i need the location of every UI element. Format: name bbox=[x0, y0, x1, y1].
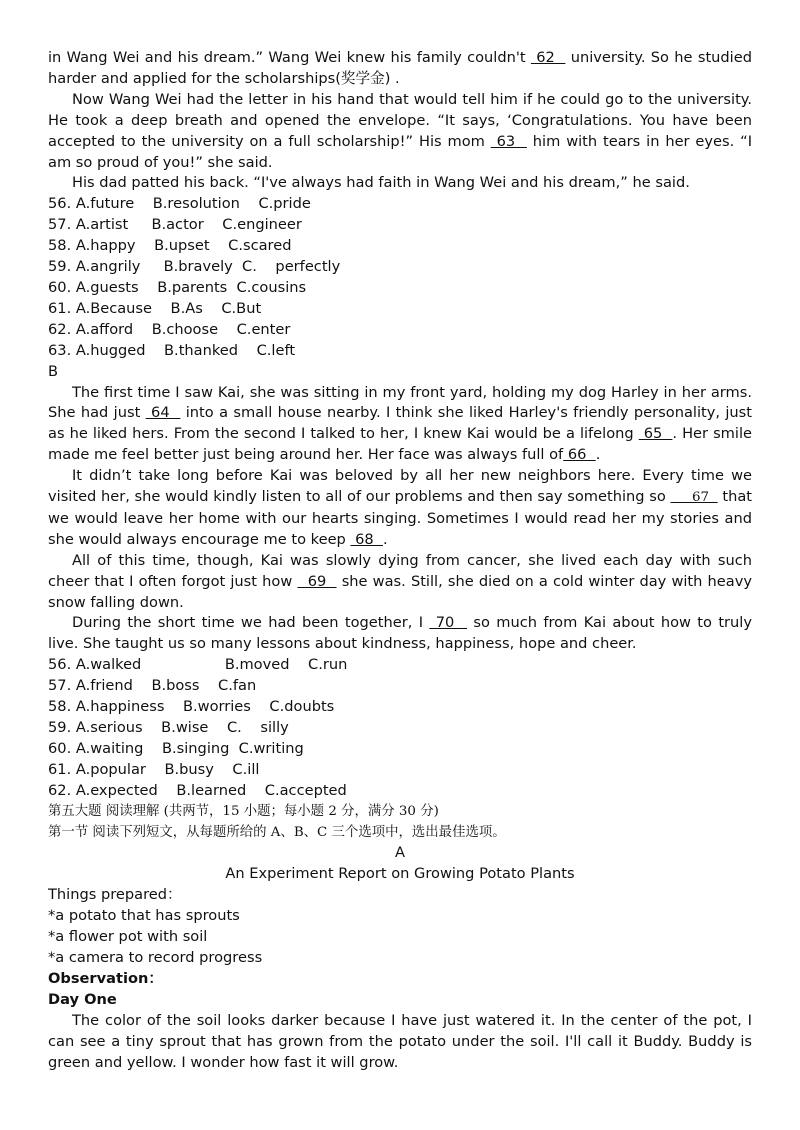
option-line: 58. A.happy B.upset C.scared bbox=[48, 237, 292, 255]
day-one-heading: Day One bbox=[48, 990, 117, 1008]
option-line: 60. A.waiting B.singing C.writing bbox=[48, 739, 304, 757]
blank-69: 69 bbox=[297, 572, 337, 590]
reading-a-title: An Experiment Report on Growing Potato Plants bbox=[225, 865, 575, 883]
blank-67: 67 bbox=[670, 490, 718, 506]
blank-62: 62 bbox=[530, 49, 566, 66]
option-line: 59. A.angrily B.bravely C. perfectly bbox=[48, 258, 341, 276]
day-one-paragraph: The color of the soil looks darker because I have just watered it. In the center of the pot, I can see a tiny sprout that has grown from the potato under the soil. I'll call it Buddy. Buddy is green and yellow. I wonder how fast it will grow. bbox=[48, 1011, 752, 1071]
option-line: 61. A.Because B.As C.But bbox=[48, 299, 262, 317]
option-line: 60. A.guests B.parents C.cousins bbox=[48, 278, 307, 296]
prepared-item: *a camera to record progress bbox=[48, 948, 263, 966]
option-line: 63. A.hugged B.thanked C.left bbox=[48, 341, 296, 359]
option-line: 57. A.friend B.boss C.fan bbox=[48, 677, 257, 695]
passage-b-paragraph-4: During the short time we had been together, I 70 so much from Kai about how to truly live. She taught us so many lessons about kindness, happiness, hope and cheer. bbox=[48, 614, 752, 653]
option-line: 62. A.expected B.learned C.accepted bbox=[48, 781, 347, 799]
blank-65: 65 bbox=[638, 425, 673, 443]
option-line: 56. A.future B.resolution C.pride bbox=[48, 195, 311, 213]
passage-a-paragraph-1: in Wang Wei and his dream.” Wang Wei knew his family couldn't 62 university. So he studied harder and applied for the scholarships(奖学金) . bbox=[48, 49, 752, 87]
section-5-title: 第五大题 阅读理解 (共两节，15 小题；每小题 2 分，满分 30 分) bbox=[48, 803, 439, 819]
option-line: 59. A.serious B.wise C. silly bbox=[48, 719, 289, 736]
section-5-instruction: 第一节 阅读下列短文，从每题所给的 A、B、C 三个选项中，选出最佳选项。 bbox=[48, 824, 506, 840]
blank-66: 66 bbox=[563, 446, 596, 464]
option-line: 58. A.happiness B.worries C.doubts bbox=[48, 698, 335, 716]
section-b-label: B bbox=[48, 362, 59, 380]
prepared-item: *a flower pot with soil bbox=[48, 928, 208, 946]
passage-a-paragraph-2: Now Wang Wei had the letter in his hand that would tell him if he could go to the university. He took a deep breath and opened the envelope. “It says, ‘Congratulations. You have been accepted to the university on a full scholarship!” His mom 63 him with tears in her eyes. “I am so proud of you!” she said. bbox=[48, 90, 752, 171]
prepared-item: *a potato that has sprouts bbox=[48, 907, 240, 925]
reading-a-label: A bbox=[395, 844, 405, 862]
blank-68: 68 bbox=[350, 530, 383, 548]
option-line: 56. A.walked B.moved C.run bbox=[48, 656, 348, 674]
passage-b-paragraph-3: All of this time, though, Kai was slowly dying from cancer, she lived each day with such cheer that I often forgot just how 69 she was. Still, she died on a cold winter day with heavy snow falling down. bbox=[48, 551, 752, 611]
passage-b-paragraph-1: The first time I saw Kai, she was sitting in my front yard, holding my dog Harley in her arms. She had just 64 into a small house nearby. I think she liked Harley's friendly personality, just as he liked hers. From the second I talked to her, I knew Kai would be a lifelong 65 . Her smile made me feel better just being around her. Her face was always full of 66 . bbox=[48, 383, 752, 464]
blank-64: 64 bbox=[145, 404, 181, 422]
blank-63: 63 bbox=[490, 132, 527, 150]
things-prepared-heading: Things prepared： bbox=[48, 886, 182, 904]
options-list-a bbox=[48, 194, 752, 361]
option-line: 62. A.afford B.choose C.enter bbox=[48, 320, 291, 338]
option-line: 61. A.popular B.busy C.ill bbox=[48, 760, 260, 778]
blank-70: 70 bbox=[429, 614, 468, 632]
passage-a-paragraph-3: His dad patted his back. “I've always had faith in Wang Wei and his dream,” he said. bbox=[72, 174, 690, 192]
options-list-b bbox=[48, 655, 752, 801]
option-line: 57. A.artist B.actor C.engineer bbox=[48, 216, 302, 234]
observation-heading: Observation： bbox=[48, 969, 163, 987]
passage-b-paragraph-2: It didn’t take long before Kai was beloved by all her new neighbors here. Every time we visited her, she would kindly listen to all of our problems and then say something so 67 that we would leave her home with our hearts singing. Sometimes I would read her my stories and she would always encourage me to keep 68 . bbox=[48, 467, 752, 548]
